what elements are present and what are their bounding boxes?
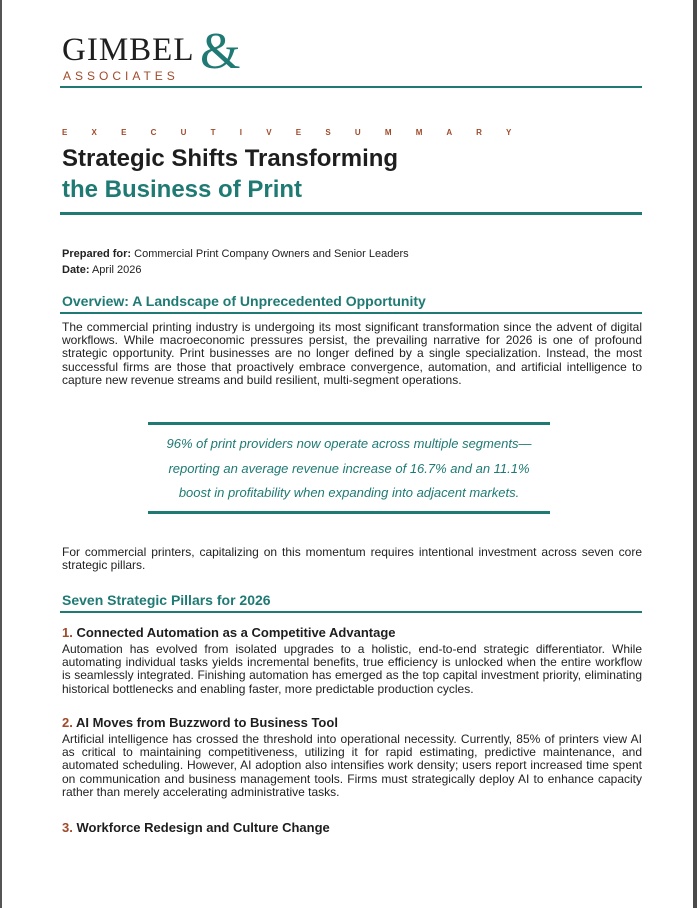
pillar-2-body: Artificial intelligence has crossed the threshold into operational necessity. Currently, 85% of printers view AI as critical to maintaining competitiveness, utilizing it for rapid estimating, predictive maintenance, and automated scheduling. However, AI adoption also intensifies work density; users report increased time spent on communication and business management tools. Firms must strategically deploy AI to enhance capacity rather than merely accelerating administrative tasks.	[62, 732, 642, 799]
date-label: Date:	[62, 264, 90, 276]
pillar-2-number: 2.	[62, 715, 73, 730]
callout-line-2: reporting an average revenue increase of 16.7% and an 11.1%	[168, 460, 530, 476]
document-title-line1: Strategic Shifts Transforming	[62, 145, 399, 172]
overview-body: The commercial printing industry is undergoing its most significant transformation since the advent of digital workflows. While macroeconomic pressures persist, the prevailing narrative for 2026 is one of profound strategic opportunity. Print businesses are no longer defined by a single specialization. Instead, the most successful firms are those that proactively embrace convergence, automation, and artificial intelligence to capture new revenue streams and build resilient, multi-segment operations.	[62, 320, 642, 387]
document-title-line2: the Business of Print	[62, 176, 303, 203]
pillar-2-title: AI Moves from Buzzword to Business Tool	[75, 715, 338, 730]
pillar-1-number: 1.	[62, 625, 73, 640]
prepared-for-label: Prepared for:	[62, 248, 132, 260]
callout-line-1: 96% of print providers now operate across multiple segments—	[166, 436, 532, 451]
callout-line-3: boost in profitability when expanding into adjacent markets.	[178, 485, 520, 500]
logo-ampersand: &	[200, 23, 241, 80]
pillars-heading-rule	[60, 611, 642, 613]
prepared-for-line	[62, 247, 409, 261]
document-kicker: E X E C U T I V E S U M M A R Y	[62, 128, 523, 137]
header-divider	[60, 86, 642, 88]
overview-heading: Overview: A Landscape of Unprecedented Opportunity	[62, 293, 426, 309]
pillar-3-heading	[62, 820, 330, 836]
pillar-3-number: 3.	[62, 820, 73, 835]
date-line	[62, 263, 142, 277]
logo-name-sub: ASSOCIATES	[63, 69, 179, 83]
callout-rule-bottom	[148, 511, 550, 514]
title-divider	[60, 212, 642, 215]
date-value: April 2026	[91, 264, 142, 276]
callout-rule-top	[148, 422, 550, 425]
pillar-1-heading	[62, 625, 396, 641]
page-left-edge	[0, 0, 2, 908]
company-logo	[60, 23, 260, 86]
pillar-3-title: Workforce Redesign and Culture Change	[76, 820, 330, 835]
callout-quote	[148, 432, 550, 506]
pillars-heading: Seven Strategic Pillars for 2026	[62, 592, 271, 608]
logo-name-main: GIMBEL	[62, 32, 195, 68]
page-right-edge	[693, 0, 697, 908]
overview-heading-rule	[60, 312, 642, 314]
pillar-1-body: Automation has evolved from isolated upgrades to a holistic, end-to-end strategic differentiator. While automating individual tasks yields incremental benefits, true efficiency is unlocked when the entire workflow is seamlessly integrated. Finishing automation has emerged as the top capital investment priority, eliminating historical bottlenecks and enabling faster, more predictable production cycles.	[62, 642, 642, 696]
pillar-1-title: Connected Automation as a Competitive Advantage	[76, 625, 396, 640]
prepared-for-value: Commercial Print Company Owners and Senior Leaders	[134, 248, 409, 260]
pillar-2-heading	[62, 715, 338, 731]
transition-paragraph: For commercial printers, capitalizing on this momentum requires intentional investment across seven core strategic pillars.	[62, 545, 642, 573]
